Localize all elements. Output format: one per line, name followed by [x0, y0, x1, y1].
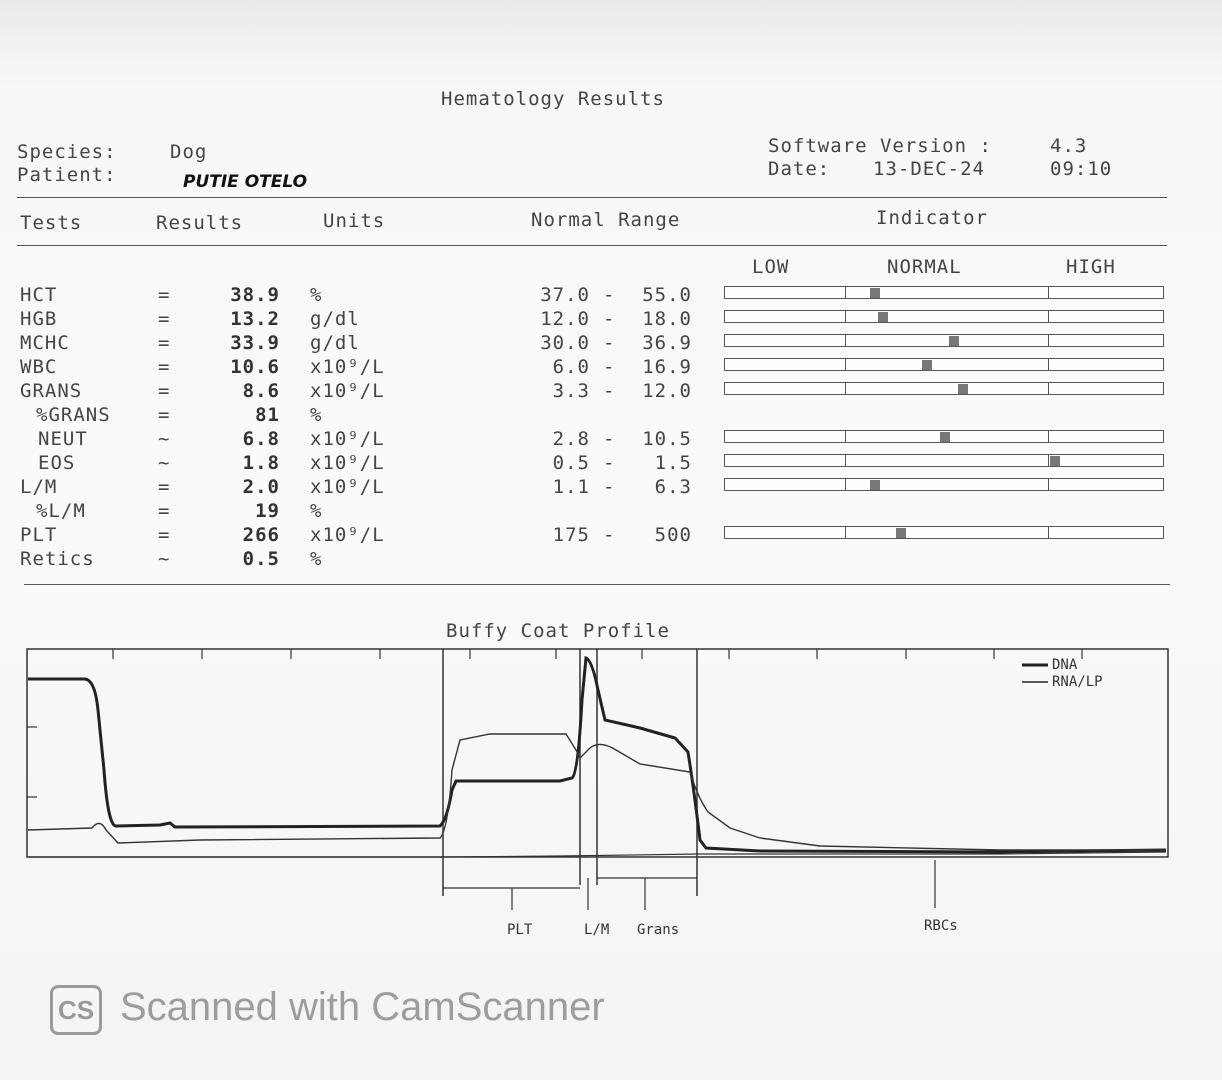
range-low: 3.3: [552, 379, 590, 402]
indicator-marker: [870, 288, 880, 298]
label-rbcs: RBCs: [924, 918, 958, 934]
indicator-divider: [845, 358, 846, 371]
software-label: Software Version :: [768, 135, 992, 157]
indicator-marker: [870, 480, 880, 490]
label-plt: PLT: [507, 922, 533, 938]
col-tests: Tests: [20, 212, 83, 234]
indicator-marker: [949, 336, 959, 346]
test-operator: =: [158, 307, 171, 330]
test-operator: ~: [158, 547, 171, 570]
range-dash: -: [603, 427, 616, 450]
test-unit: x10⁹/L: [310, 379, 385, 402]
test-name: NEUT: [38, 427, 88, 450]
test-result: 6.8: [242, 427, 280, 450]
indicator-divider: [845, 430, 846, 443]
date-label: Date:: [768, 158, 831, 180]
indicator-bar: [724, 478, 1164, 491]
indicator-bar: [724, 286, 1164, 299]
label-grans: Grans: [637, 922, 680, 938]
range-low: 175: [552, 523, 590, 546]
divider-top: [17, 197, 1167, 198]
range-low: 30.0: [540, 331, 590, 354]
profile-bottom-markers: [443, 860, 935, 910]
indicator-divider: [845, 310, 846, 323]
test-operator: =: [158, 475, 171, 498]
test-unit: %: [310, 403, 323, 426]
range-low: 1.1: [552, 475, 590, 498]
col-range: Normal Range: [531, 209, 681, 231]
test-name: %L/M: [36, 499, 86, 522]
range-high: 6.3: [654, 475, 692, 498]
range-high: 500: [654, 523, 692, 546]
indicator-bar: [724, 430, 1164, 443]
col-results: Results: [156, 212, 244, 234]
test-name: PLT: [20, 523, 58, 546]
test-name: HCT: [20, 283, 58, 306]
range-dash: -: [603, 283, 616, 306]
indicator-divider: [1048, 334, 1049, 347]
test-result: 8.6: [242, 379, 280, 402]
test-unit: %: [310, 547, 323, 570]
range-high: 18.0: [642, 307, 692, 330]
indicator-marker: [922, 360, 932, 370]
indicator-divider: [1048, 310, 1049, 323]
time-value: 09:10: [1050, 158, 1113, 180]
indicator-divider: [845, 334, 846, 347]
camscanner-watermark-text: Scanned with CamScanner: [120, 985, 605, 1029]
test-operator: =: [158, 403, 171, 426]
indicator-normal-label: NORMAL: [887, 256, 962, 278]
camscanner-logo-icon: CS: [50, 985, 102, 1035]
legend-dna: DNA: [1052, 657, 1078, 673]
test-operator: =: [158, 331, 171, 354]
test-unit: %: [310, 499, 323, 522]
test-name: EOS: [38, 451, 76, 474]
indicator-marker: [896, 528, 906, 538]
range-high: 16.9: [642, 355, 692, 378]
indicator-bar: [724, 382, 1164, 395]
range-high: 12.0: [642, 379, 692, 402]
test-unit: x10⁹/L: [310, 475, 385, 498]
test-unit: x10⁹/L: [310, 427, 385, 450]
indicator-high-label: HIGH: [1066, 256, 1116, 278]
indicator-marker: [1050, 456, 1060, 466]
range-high: [632, 501, 692, 520]
indicator-divider: [1048, 454, 1049, 467]
test-unit: x10⁹/L: [310, 451, 385, 474]
indicator-divider: [845, 286, 846, 299]
range-low: 0.5: [552, 451, 590, 474]
species-label: Species:: [17, 141, 117, 163]
test-result: 1.8: [242, 451, 280, 474]
test-result: 10.6: [230, 355, 280, 378]
species-value: Dog: [170, 141, 208, 163]
test-result: 2.0: [242, 475, 280, 498]
indicator-divider: [845, 526, 846, 539]
profile-title: Buffy Coat Profile: [446, 620, 670, 642]
indicator-marker: [878, 312, 888, 322]
test-operator: =: [158, 523, 171, 546]
test-unit: x10⁹/L: [310, 523, 385, 546]
range-high: [632, 405, 692, 424]
test-name: WBC: [20, 355, 58, 378]
range-dash: -: [603, 475, 616, 498]
label-lm: L/M: [584, 922, 610, 938]
range-dash: -: [603, 331, 616, 354]
range-high: 1.5: [654, 451, 692, 474]
indicator-marker: [940, 432, 950, 442]
indicator-bar: [724, 358, 1164, 371]
indicator-divider: [1048, 286, 1049, 299]
range-low: 6.0: [552, 355, 590, 378]
indicator-bar: [724, 310, 1164, 323]
col-indicator: Indicator: [876, 207, 988, 229]
report-title: Hematology Results: [441, 88, 665, 110]
test-operator: =: [158, 379, 171, 402]
indicator-marker: [958, 384, 968, 394]
test-operator: ~: [158, 427, 171, 450]
test-result: 0.5: [242, 547, 280, 570]
test-unit: %: [310, 283, 323, 306]
test-result: 38.9: [230, 283, 280, 306]
indicator-divider: [1048, 478, 1049, 491]
test-operator: =: [158, 355, 171, 378]
range-dash: -: [603, 307, 616, 330]
indicator-bar: [724, 334, 1164, 347]
test-unit: g/dl: [310, 331, 360, 354]
range-low: 12.0: [540, 307, 590, 330]
test-result: 13.2: [230, 307, 280, 330]
indicator-divider: [845, 382, 846, 395]
test-name: HGB: [20, 307, 58, 330]
test-result: 81: [255, 403, 280, 426]
range-high: [632, 549, 692, 568]
range-dash: -: [603, 523, 616, 546]
range-low: [530, 501, 590, 520]
range-low: [530, 405, 590, 424]
profile-legend: [1022, 665, 1048, 682]
range-high: 36.9: [642, 331, 692, 354]
indicator-bar: [724, 526, 1164, 539]
indicator-divider: [1048, 358, 1049, 371]
indicator-divider: [1048, 382, 1049, 395]
test-name: L/M: [20, 475, 58, 498]
profile-top-ticks: [27, 649, 1082, 797]
software-value: 4.3: [1050, 135, 1088, 157]
test-result: 19: [255, 499, 280, 522]
indicator-divider: [845, 478, 846, 491]
test-operator: =: [158, 499, 171, 522]
range-dash: -: [603, 355, 616, 378]
indicator-bar: [724, 454, 1164, 467]
indicator-low-label: LOW: [752, 256, 790, 278]
test-name: MCHC: [20, 331, 70, 354]
range-dash: -: [603, 379, 616, 402]
test-unit: g/dl: [310, 307, 360, 330]
buffy-coat-profile-chart: [0, 640, 1222, 950]
test-operator: =: [158, 283, 171, 306]
range-high: 55.0: [642, 283, 692, 306]
test-result: 266: [242, 523, 280, 546]
test-name: GRANS: [20, 379, 83, 402]
range-low: [530, 549, 590, 568]
indicator-divider: [845, 454, 846, 467]
test-operator: ~: [158, 451, 171, 474]
indicator-divider: [1048, 430, 1049, 443]
patient-label: Patient:: [17, 164, 117, 186]
test-unit: x10⁹/L: [310, 355, 385, 378]
col-units: Units: [323, 210, 386, 232]
indicator-divider: [1048, 526, 1049, 539]
patient-value: PUTIE OTELO: [183, 172, 308, 192]
range-high: 10.5: [642, 427, 692, 450]
range-low: 2.8: [552, 427, 590, 450]
test-name: Retics: [20, 547, 95, 570]
divider-bottom: [24, 584, 1170, 585]
divider-header: [17, 245, 1167, 246]
range-low: 37.0: [540, 283, 590, 306]
date-value: 13-DEC-24: [873, 158, 985, 180]
test-result: 33.9: [230, 331, 280, 354]
range-dash: -: [603, 451, 616, 474]
legend-rna-lp: RNA/LP: [1052, 674, 1103, 690]
test-name: %GRANS: [36, 403, 111, 426]
